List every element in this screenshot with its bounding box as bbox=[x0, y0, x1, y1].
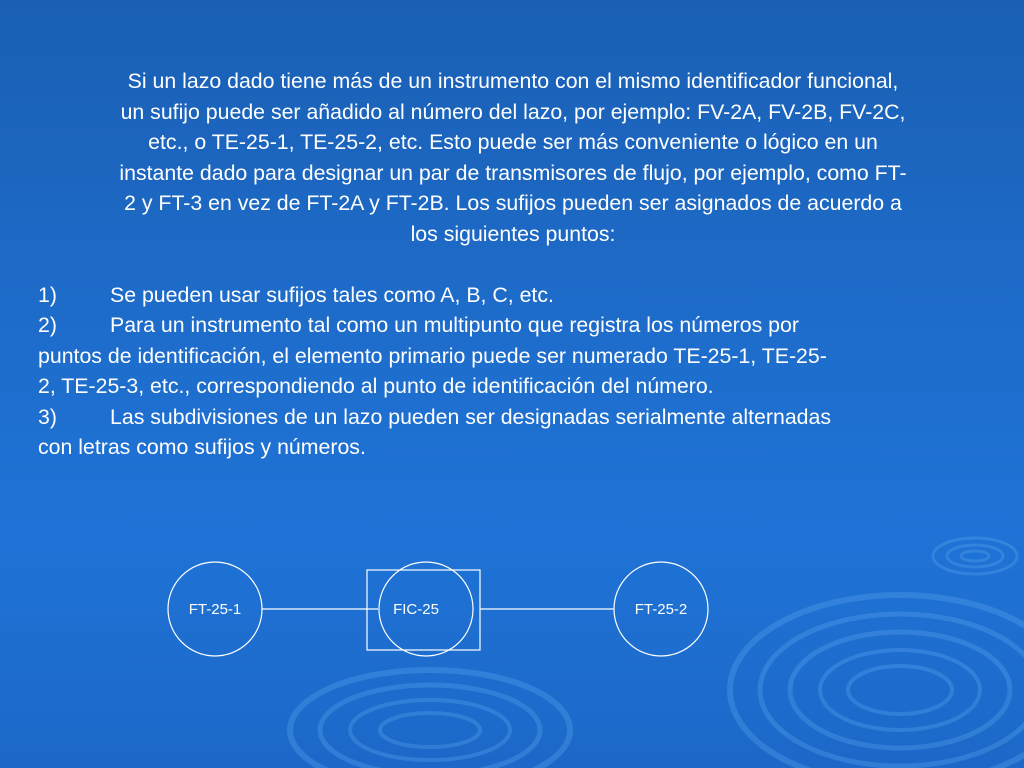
item-continuation: puntos de identificación, el elemento primario puede ser numerado TE-25-1, TE-25- bbox=[38, 343, 827, 368]
item-text: Para un instrumento tal como un multipunto que registra los números por bbox=[110, 313, 799, 337]
intro-line: Si un lazo dado tiene más de un instrumento con el mismo identificador funcional, bbox=[127, 69, 899, 93]
node-label-right: FT-25-2 bbox=[634, 601, 688, 618]
item-number: 3) bbox=[38, 404, 57, 429]
intro-line: los siguientes puntos: bbox=[410, 221, 616, 246]
intro-line: un sufijo puede ser añadido al número del lazo, por ejemplo: FV-2A, FV-2B, FV-2C, bbox=[120, 99, 906, 124]
node-label-left: FT-25-1 bbox=[188, 601, 242, 618]
item-continuation: con letras como sufijos y números. bbox=[38, 435, 366, 459]
intro-line: instante dado para designar un par de transmisores de flujo, por ejemplo, como FT- bbox=[119, 160, 907, 185]
item-number: 1) bbox=[38, 282, 57, 307]
intro-line: etc., o TE-25-1, TE-25-2, etc. Esto puede ser más conveniente o lógico en un bbox=[148, 130, 878, 154]
intro-line: 2 y FT-3 en vez de FT-2A y FT-2B. Los sufijos pueden ser asignados de acuerdo a bbox=[124, 191, 902, 215]
item-text: Se pueden usar sufijos tales como A, B, C, etc. bbox=[110, 282, 554, 307]
node-label-center: FIC-25 bbox=[393, 601, 439, 618]
item-number: 2) bbox=[38, 313, 57, 337]
item-continuation: 2, TE-25-3, etc., correspondiendo al punto de identificación del número. bbox=[38, 374, 714, 398]
item-text: Las subdivisiones de un lazo pueden ser designadas serialmente alternadas bbox=[110, 404, 832, 429]
